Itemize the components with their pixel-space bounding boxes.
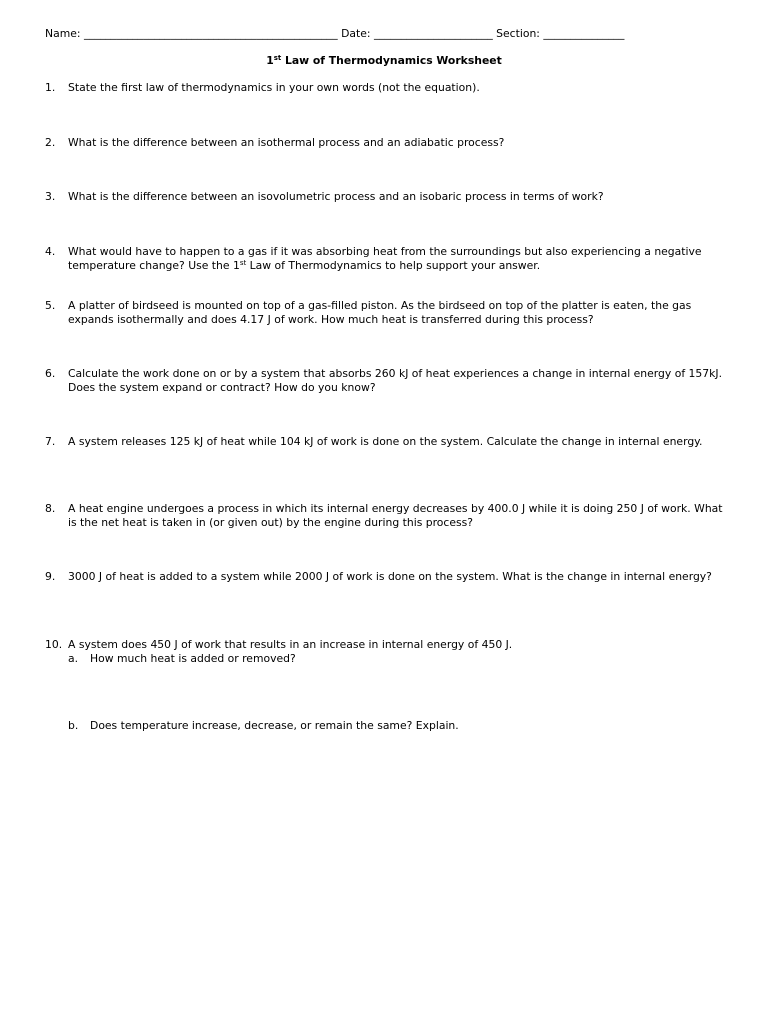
question-4 (45, 245, 725, 273)
question-text: A platter of birdseed is mounted on top of a gas-filled piston. As the birdseed on top of the platter is eaten, the gas expands isothermally and does 4.17 J of work. How much heat is transferred during this process? (68, 299, 692, 326)
subquestion-b (68, 719, 708, 733)
header-line (45, 27, 745, 41)
question-9 (45, 570, 725, 584)
question-text: A heat engine undergoes a process in which its internal energy decreases by 400.0 J while it is doing 250 J of work. What is the net heat is taken in (or given out) by the engine during this process? (68, 502, 723, 529)
section-label: Section: (492, 27, 544, 40)
subquestion-letter: b. (68, 719, 79, 732)
question-number: 6. (45, 367, 56, 380)
subquestion-text: How much heat is added or removed? (90, 652, 296, 665)
question-number: 7. (45, 435, 56, 448)
name-label: Name: (45, 27, 84, 40)
question-number: 5. (45, 299, 56, 312)
date-label: Date: (337, 27, 374, 40)
title-ordinal: 1 (266, 54, 274, 67)
subquestion-text: Does temperature increase, decrease, or remain the same? Explain. (90, 719, 459, 732)
title-rest: Law of Thermodynamics Worksheet (281, 54, 502, 67)
date-blank: ______________________ (373, 27, 493, 40)
subquestion-letter: a. (68, 652, 79, 665)
page-title (0, 54, 768, 68)
question-1 (45, 81, 725, 95)
question-number: 10. (45, 638, 63, 651)
question-text: What would have to happen to a gas if it was absorbing heat from the surroundings but also experiencing a negative temperature change? Use the 1st Law of Thermodynamics to help support your answer. (68, 245, 702, 272)
question-text: What is the difference between an isothermal process and an adiabatic process? (68, 136, 505, 149)
question-text: State the first law of thermodynamics in your own words (not the equation). (68, 81, 480, 94)
question-text: Calculate the work done on or by a system that absorbs 260 kJ of heat experiences a change in internal energy of 157kJ. Does the system expand or contract? How do you know? (68, 367, 723, 394)
question-3 (45, 190, 725, 204)
question-8 (45, 502, 725, 530)
question-number: 3. (45, 190, 56, 203)
question-number: 8. (45, 502, 56, 515)
question-number: 9. (45, 570, 56, 583)
question-7 (45, 435, 725, 449)
question-text: What is the difference between an isovolumetric process and an isobaric process in terms of work? (68, 190, 604, 203)
question-5 (45, 299, 725, 327)
section-blank: _______________ (543, 27, 625, 40)
question-number: 1. (45, 81, 56, 94)
question-number: 2. (45, 136, 56, 149)
title-superscript: st (273, 54, 282, 62)
question-6 (45, 367, 735, 395)
name-blank: _______________________________________________ (83, 27, 338, 40)
subquestion-a (68, 652, 708, 666)
question-text: A system releases 125 kJ of heat while 104 kJ of work is done on the system. Calculate the change in internal energy. (68, 435, 703, 448)
question-text: 3000 J of heat is added to a system while 2000 J of work is done on the system. What is the change in internal energy? (68, 570, 712, 583)
question-2 (45, 136, 725, 150)
question-10 (45, 638, 725, 652)
question-text: A system does 450 J of work that results in an increase in internal energy of 450 J. (68, 638, 513, 651)
question-number: 4. (45, 245, 56, 258)
